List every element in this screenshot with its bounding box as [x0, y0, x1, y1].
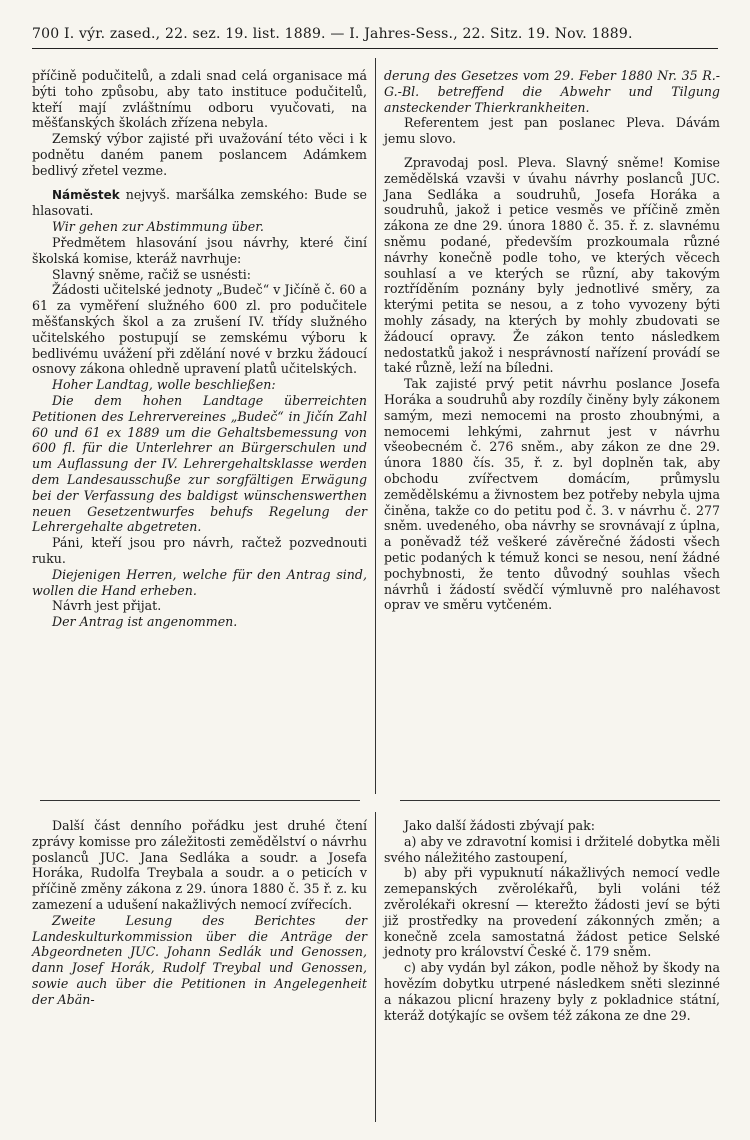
section-rule-right — [400, 800, 720, 801]
running-header: 700 I. výr. zased., 22. sez. 19. list. 1889. — I. Jahres-Sess., 22. Sitz. 19. Nov. 1889. — [32, 26, 633, 42]
paragraph: Zweite Lesung des Berichtes der Landeskulturkommission über die Anträge der Abgeordneten JUC. Johann Sedlák und Genossen, dann Josef Horák, Rudolf Treybal und Genossen, sowie auch über die Petitionen in Angelegenheit der Abän- — [32, 912, 367, 1007]
paragraph: c) aby vydán byl zákon, podle něhož by škody na hovězím dobytku utrpené následkem sněti slezinné a nákazou plicní hrazeny byly z pokladnice státní, kteráž dotýkajíc se ovšem též zákona ze dne 29. — [384, 960, 720, 1023]
paragraph: Návrh jest přijat. — [52, 598, 162, 614]
header-rule — [32, 48, 718, 49]
paragraph — [32, 187, 367, 220]
paragraph: derung des Gesetzes vom 29. Feber 1880 Nr. 35 R.-G.-Bl. betreffend die Abwehr und Tilgung ansteckender Thierkrankheiten. — [384, 68, 720, 115]
paragraph: Slavný sněme, račiž se usnésti: — [52, 266, 252, 282]
column-top-left — [32, 68, 367, 630]
section-rule-left — [40, 800, 360, 801]
paragraph: Hoher Landtag, wolle beschließen: — [52, 377, 276, 393]
column-divider-top — [375, 58, 376, 794]
paragraph: Tak zajisté prvý petit návrhu poslance Josefa Horáka a soudruhů aby rozdíly činěny byly zákonem samým, mezi nemocemi na prosto zhoubnými, a nemocemi lehkými, zahrnut jest v návrhu všeobecném č. 276 sněm., aby zákon ze dne 29. února 1880 čís. 35, ř. z. byl doplněn tak, aby obchodu zvířectvem domácím, průmyslu zemědělskému a živnostem bez potřeby nebyla ujma činěna, takže co do petitu pod č. 3. v návrhu č. 277 sněm. uvedeného, oba návrhy se srovnávají z úplna, a poněvadž též veškeré závěrečné žádosti všech petic podaných k témuž konci se nesou, není žádné pochybnosti, že tento důvodný souhlas všech návrhů i žádostí svědčí výmluvně pro naléhavost oprav ve směru vytčeném. — [384, 376, 720, 613]
paragraph: Zemský výbor zajisté při uvažování této věci i k podnětu daném panem poslancem Adámkem bedlivý zřetel vezme. — [32, 131, 367, 178]
paragraph: příčině podučitelů, a zdali snad celá organisace má býti toho způsobu, aby tato instituce podučitelů, kteří mají zvláštnímu odboru vyučovati, na měšťanských školách zřízena nebyla. — [32, 68, 367, 131]
paragraph: Diejenigen Herren, welche für den Antrag sind, wollen die Hand erheben. — [32, 566, 367, 598]
paragraph: Žádosti učitelské jednoty „Budeč“ v Jičíně č. 60 a 61 za vyměření služného 600 zl. pro podučitele měšťanských škol a za zrušení IV. třídy služného učitelského postupují se zemskému výboru k bedlivému uvážení při zdělání nové v brzku žádoucí osnovy zákona ohledně upravení platů učitelských. — [32, 282, 367, 377]
paragraph-text: nejvyš. maršálka zemského: Bude se hlasovati. — [32, 186, 367, 219]
column-top-right — [384, 68, 720, 613]
column-bottom-left — [32, 818, 367, 1008]
speaker-name: Náměstek — [52, 187, 120, 202]
column-divider-bottom — [375, 812, 376, 1122]
paragraph: Der Antrag ist angenommen. — [52, 614, 238, 630]
paragraph: Páni, kteří jsou pro návrh, račtež pozvednouti ruku. — [32, 535, 367, 566]
paragraph: Referentem jest pan poslanec Pleva. Dávám jemu slovo. — [384, 115, 720, 147]
column-bottom-right — [384, 818, 720, 1023]
paragraph: Die dem hohen Landtage überreichten Petitionen des Lehrervereines „Budeč“ in Jičín Zahl 60 und 61 ex 1889 um die Gehaltsbemessung von 600 fl. für die Unterlehrer an Bürgerschulen und um Auflassung der IV. Lehrergehaltsklasse werden dem Landesausschuße zur sorgfältigen Erwägung bei der Verfassung des baldigst wünschenswerthen neuen Gesetzentwurfes behufs Regelung der Lehrergehalte abgetreten. — [32, 392, 367, 535]
paragraph: Jako další žádosti zbývají pak: — [404, 818, 596, 833]
paragraph: b) aby při vypuknutí nákažlivých nemocí vedle zemepanských zvěrolékařů, byli voláni též zvěrolékaři okresní — kterežto žádosti jeví se býti již prostředky na provedení zákonných změn; a konečně zcela samostatná žádost petice Selské jednoty pro království České č. 179 sněm. — [384, 865, 720, 960]
paragraph: Předmětem hlasování jsou návrhy, které činí školská komise, kteráž navrhuje: — [32, 234, 367, 266]
paragraph: Zpravodaj posl. Pleva. Slavný sněme! Komise zemědělská vzavši v úvahu návrhy poslanců JUC. Jana Sedláka a soudruhů, Josefa Horáka a soudruhů, jakož i petice vesměs ve příčině změn zákona ze dne 29. února 1880 č. 35. ř. z. slavnému sněmu podané, především prozkoumala různé návrhy konečně podle toho, ve kterých věcech souhlasí a ve kterých se různí, aby takovým roztříděním poznány byly jednotlivé směry, za kterými petita se nesou, a z toho vyvozeny býti mohly zásady, na kterých by mohly zbudovati se žádoucí opravy. Že zákon tento následkem nedostatků jakož i nesprávností nařízení provádí se také různě, leží na bíledni. — [384, 154, 720, 376]
paragraph: a) aby ve zdravotní komisi i držitelé dobytka měli svého náležitého zastoupení, — [384, 833, 720, 865]
paragraph: Další část denního pořádku jest druhé čtení zprávy komisse pro záležitosti zemědělství o návrhu poslanců JUC. Jana Sedláka a soudr. a Josefa Horáka, Rudolfa Treybala a soudr. a o peticích v příčině změny zákona z 29. února 1880 č. 35 ř. z. ku zamezení a udušení nakažlivých nemocí zvířecích. — [32, 818, 367, 912]
paragraph: Wir gehen zur Abstimmung über. — [52, 219, 264, 235]
